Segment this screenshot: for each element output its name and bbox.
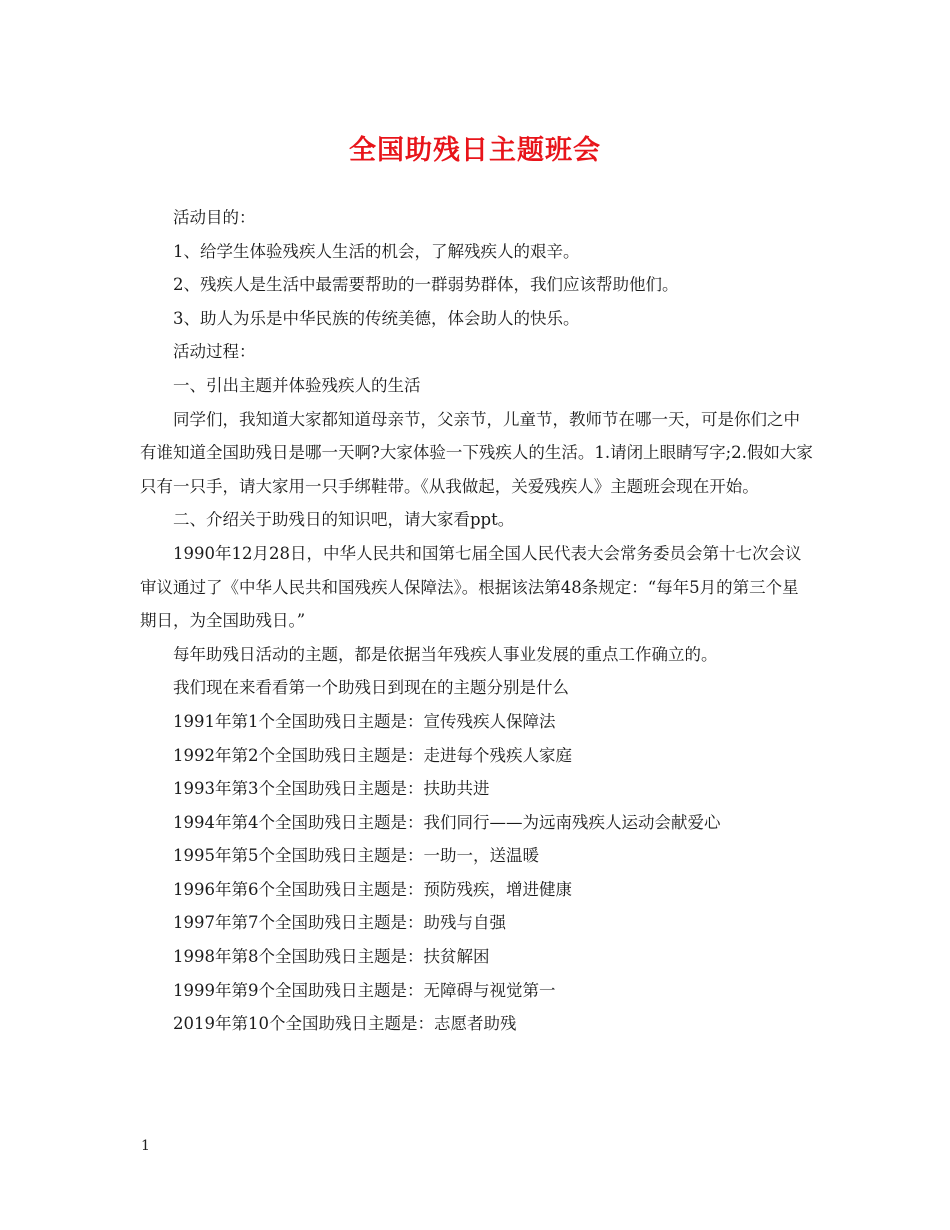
- paragraph-section-1-body: 同学们，我知道大家都知道母亲节，父亲节，儿童节，教师节在哪一天，可是你们之中有谁知道全国助残日是哪一天啊?大家体验一下残疾人的生活。1.请闭上眼睛写字;2.假如大家只有一只手，请大家用一只手绑鞋带。《从我做起，关爱残疾人》主题班会现在开始。: [140, 409, 813, 496]
- theme-item-1998: 1998年第8个全国助残日主题是：扶贫解困: [173, 947, 490, 967]
- paragraph-law-history: 1990年12月28日，中华人民共和国第七届全国人民代表大会常务委员会第十七次会议审议通过了《中华人民共和国残疾人保障法》。根据该法第48条规定：“每年5月的第三个星期日，为全国助残日。”: [140, 543, 802, 631]
- paragraph-section-2-heading: 二、介绍关于助残日的知识吧，请大家看ppt。: [173, 510, 515, 530]
- theme-item-1991: 1991年第1个全国助残日主题是：宣传残疾人保障法: [173, 711, 556, 731]
- theme-item-1999: 1999年第9个全国助残日主题是：无障碍与视觉第一: [173, 980, 556, 1000]
- document-title: 全国助残日主题班会: [349, 135, 601, 166]
- paragraph-section-1-heading: 一、引出主题并体验残疾人的生活: [173, 375, 421, 395]
- theme-item-1995: 1995年第5个全国助残日主题是：一助一，送温暖: [173, 846, 539, 866]
- paragraph-theme-list-intro: 我们现在来看看第一个助残日到现在的主题分别是什么: [173, 678, 569, 698]
- paragraph-theme-intro: 每年助残日活动的主题，都是依据当年残疾人事业发展的重点工作确立的。: [173, 644, 718, 664]
- theme-item-1994: 1994年第4个全国助残日主题是：我们同行——为远南残疾人运动会献爱心: [173, 812, 721, 832]
- theme-item-1996: 1996年第6个全国助残日主题是：预防残疾，增进健康: [173, 879, 572, 899]
- page-number: 1: [141, 1138, 150, 1154]
- document-body: [140, 201, 814, 1041]
- theme-item-1993: 1993年第3个全国助残日主题是：扶助共进: [173, 779, 490, 799]
- paragraph-purpose-heading: 活动目的：: [173, 208, 256, 227]
- theme-item-1992: 1992年第2个全国助残日主题是：走进每个残疾人家庭: [173, 745, 572, 765]
- paragraph-purpose-3: 3、助人为乐是中华民族的传统美德，体会助人的快乐。: [173, 308, 580, 328]
- paragraph-purpose-2: 2、残疾人是生活中最需要帮助的一群弱势群体，我们应该帮助他们。: [173, 275, 679, 295]
- theme-item-1997: 1997年第7个全国助残日主题是：助残与自强: [173, 913, 506, 933]
- theme-item-2019: 2019年第10个全国助残日主题是：志愿者助残: [173, 1014, 517, 1034]
- paragraph-purpose-1: 1、给学生体验残疾人生活的机会，了解残疾人的艰辛。: [173, 241, 580, 261]
- paragraph-process-heading: 活动过程：: [173, 342, 256, 362]
